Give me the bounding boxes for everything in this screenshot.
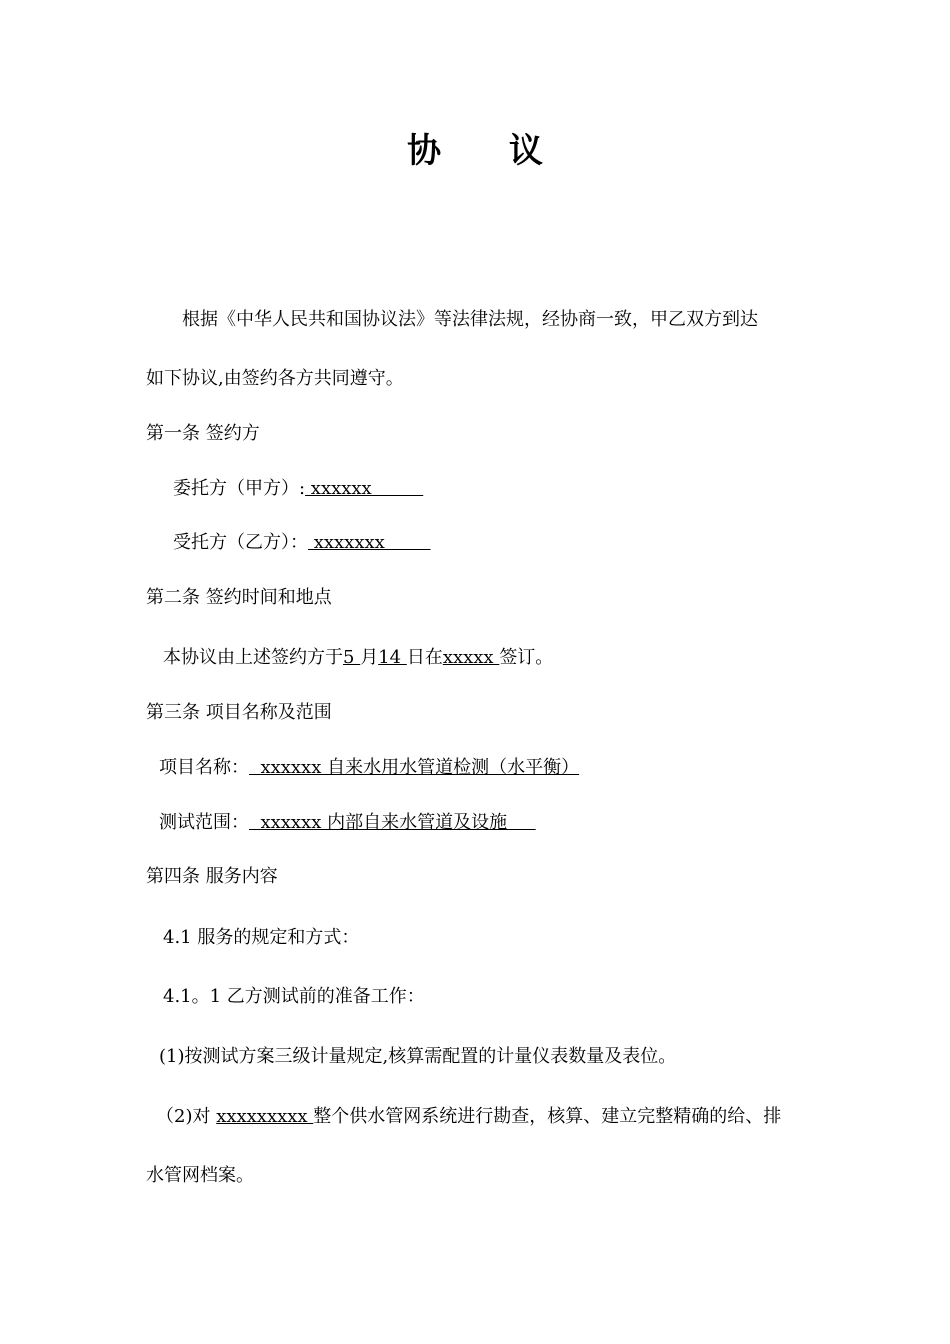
article-1-heading: 第一条 签约方 [146,423,260,444]
project-name-line [159,755,579,781]
point-2-value: xxxxxxxxx [216,1106,314,1127]
signing-text-suffix: 签订。 [499,647,554,668]
party-b-value: xxxxxxx [308,532,431,553]
party-b-label: 受托方（乙方）： [173,532,308,553]
party-b-line [173,530,431,556]
test-scope-value: xxxxxx 内部自来水管道及设施 [249,812,536,833]
signing-place: xxxxx [442,647,500,668]
point-1: (1)按测试方案三级计量规定,核算需配置的计量仪表数量及表位。 [159,1046,677,1067]
project-name-label: 项目名称： [159,757,249,778]
signing-text-prefix: 本协议由上述签约方于 [163,647,343,668]
item-4-1-1: 4.1。1 乙方测试前的准备工作： [163,986,425,1007]
point-2-prefix: （2)对 [156,1106,217,1127]
item-4-1: 4.1 服务的规定和方式： [163,927,360,948]
party-a-label: 委托方（甲方）: [173,478,306,499]
point-2-suffix: 整个供水管网系统进行勘查，核算、建立完整精确的给、排 [313,1106,782,1127]
test-scope-line [159,810,536,836]
intro-line-2: 如下协议,由签约各方共同遵守。 [146,368,404,389]
signing-day-unit: 日在 [406,647,443,668]
party-a-value: xxxxxx [305,478,424,499]
party-a-line [173,476,423,502]
test-scope-label: 测试范围： [159,812,249,833]
intro-line-1: 根据《中华人民共和国协议法》等法律法规，经协商一致，甲乙双方到达 [182,309,758,330]
signing-time-place [163,645,553,671]
project-name-value: xxxxxx 自来水用水管道检测（水平衡） [249,757,580,778]
point-2 [156,1104,781,1130]
signing-month: 5 [343,647,361,668]
document-title: 协 议 [407,131,571,171]
article-4-heading: 第四条 服务内容 [146,866,278,887]
point-2-line-2: 水管网档案。 [146,1165,254,1186]
signing-month-unit: 月 [360,647,379,668]
signing-day: 14 [378,647,407,668]
article-3-heading: 第三条 项目名称及范围 [146,702,332,723]
article-2-heading: 第二条 签约时间和地点 [146,587,332,608]
